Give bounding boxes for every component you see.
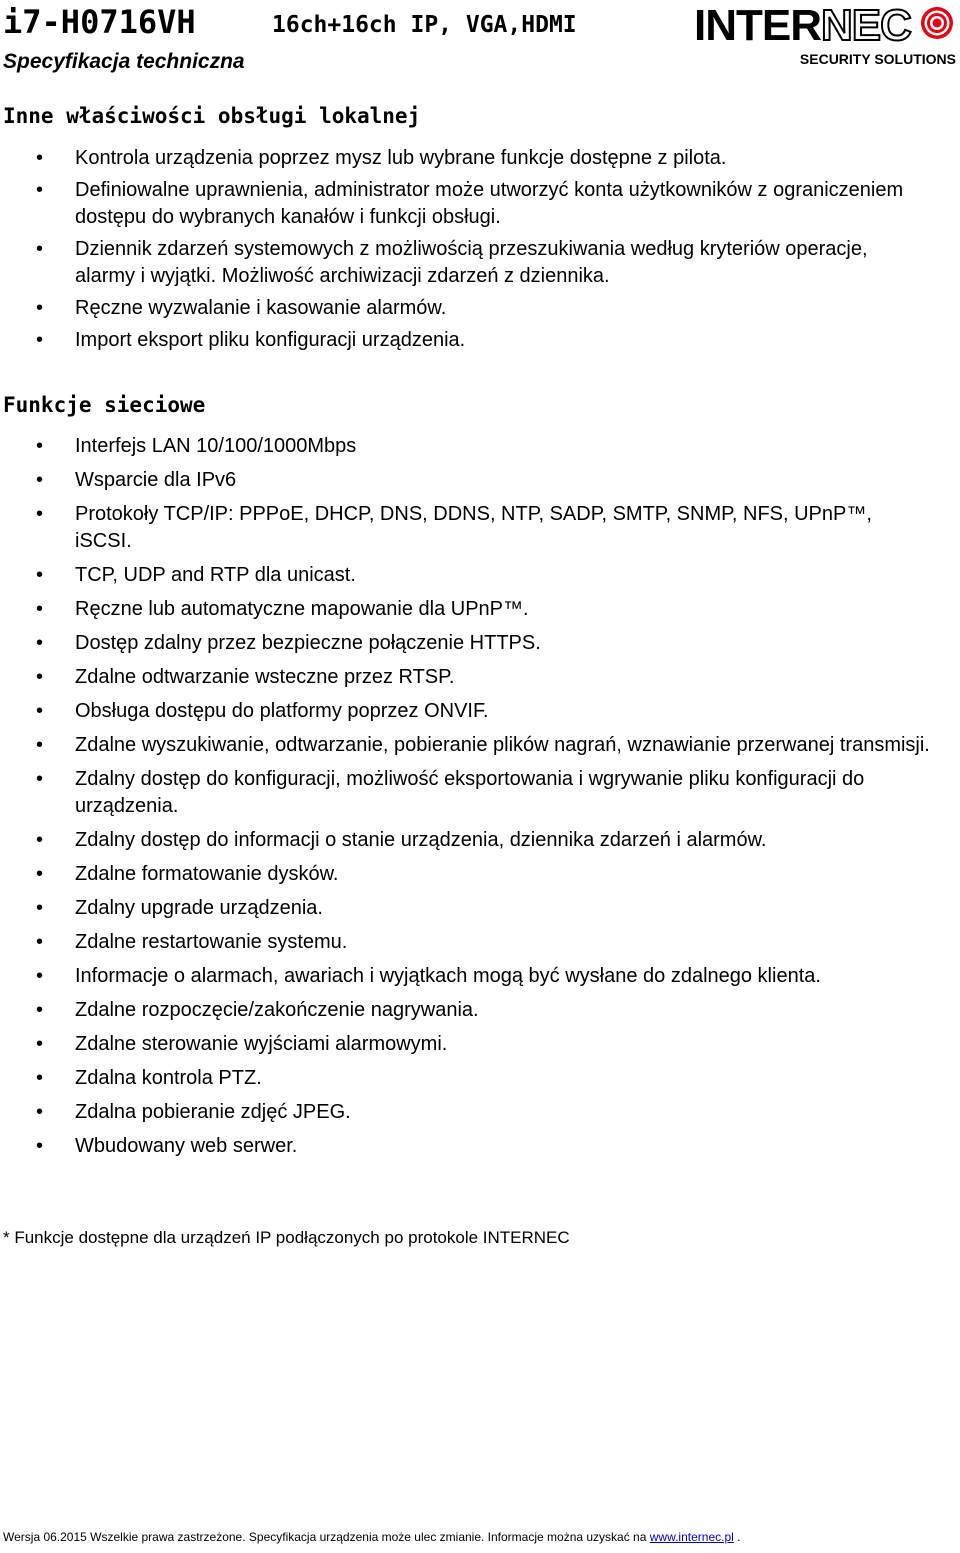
list-item: • Zdalny upgrade urządzenia. bbox=[0, 895, 930, 922]
list-item: • Zdalne formatowanie dysków. bbox=[0, 861, 930, 888]
list-item: • Zdalne restartowanie systemu. bbox=[0, 929, 930, 956]
list-item: • Wbudowany web serwer. bbox=[0, 1133, 930, 1160]
logo-wordmark bbox=[694, 2, 911, 50]
footer-text: Wersja 06.2015 Wszelkie prawa zastrzeżone. Specyfikacja urządzenia może ulec zmianie. Informacje można uzyskać na bbox=[3, 1530, 650, 1544]
page-footer bbox=[3, 1530, 740, 1544]
logo-text-inter: INTER bbox=[694, 1, 821, 50]
section-title-local: Inne właściwości obsługi lokalnej bbox=[3, 104, 421, 128]
list-item: • Protokoły TCP/IP: PPPoE, DHCP, DNS, DDNS, NTP, SADP, SMTP, SNMP, NFS, UPnP™, iSCSI. bbox=[0, 501, 930, 555]
logo-tagline: SECURITY SOLUTIONS bbox=[799, 51, 956, 67]
list-item: • Ręczne wyzwalanie i kasowanie alarmów. bbox=[0, 295, 930, 322]
section-title-network: Funkcje sieciowe bbox=[3, 393, 206, 417]
list-item: • Dostęp zdalny przez bezpieczne połączenie HTTPS. bbox=[0, 630, 930, 657]
list-item: • Ręczne lub automatyczne mapowanie dla UPnP™. bbox=[0, 596, 930, 623]
list-item: • Obsługa dostępu do platformy poprzez ONVIF. bbox=[0, 698, 930, 725]
logo-target-icon bbox=[920, 6, 954, 40]
internec-logo bbox=[694, 2, 958, 70]
list-item: • Wsparcie dla IPv6 bbox=[0, 467, 930, 494]
list-item: • Dziennik zdarzeń systemowych z możliwością przeszukiwania według kryteriów operacje, alarmy i wyjątki. Możliwość archiwizacji zdarzeń z dziennika. bbox=[0, 236, 930, 290]
document-header bbox=[0, 0, 960, 90]
footnote: * Funkcje dostępne dla urządzeń IP podłączonych po protokole INTERNEC bbox=[3, 1228, 570, 1247]
list-item: • Import eksport pliku konfiguracji urządzenia. bbox=[0, 327, 930, 354]
list-item: • Zdalne odtwarzanie wsteczne przez RTSP. bbox=[0, 664, 930, 691]
logo-text-nec: NEC bbox=[821, 1, 911, 50]
document-type: Specyfikacja techniczna bbox=[3, 50, 245, 73]
list-item: • Interfejs LAN 10/100/1000Mbps bbox=[0, 433, 930, 460]
network-features-list bbox=[0, 433, 930, 1167]
list-item: • Informacje o alarmach, awariach i wyjątkach mogą być wysłane do zdalnego klienta. bbox=[0, 963, 930, 990]
list-item: • Zdalne wyszukiwanie, odtwarzanie, pobieranie plików nagrań, wznawianie przerwanej transmisji. bbox=[0, 732, 930, 759]
list-item: • Zdalne rozpoczęcie/zakończenie nagrywania. bbox=[0, 997, 930, 1024]
channel-spec: 16ch+16ch IP, VGA,HDMI bbox=[272, 12, 577, 38]
footer-tail: . bbox=[733, 1530, 741, 1544]
local-features-list bbox=[0, 145, 930, 359]
list-item: • TCP, UDP and RTP dla unicast. bbox=[0, 562, 930, 589]
list-item: • Zdalne sterowanie wyjściami alarmowymi. bbox=[0, 1031, 930, 1058]
model-number: i7-H0716VH bbox=[3, 3, 196, 41]
list-item: • Definiowalne uprawnienia, administrator może utworzyć konta użytkowników z ograniczeniem dostępu do wybranych kanałów i funkcji obsługi. bbox=[0, 177, 930, 231]
list-item: • Zdalny dostęp do informacji o stanie urządzenia, dziennika zdarzeń i alarmów. bbox=[0, 827, 930, 854]
footer-link[interactable]: www.internec.pl bbox=[649, 1530, 734, 1544]
list-item: • Zdalna pobieranie zdjęć JPEG. bbox=[0, 1099, 930, 1126]
list-item: • Zdalna kontrola PTZ. bbox=[0, 1065, 930, 1092]
list-item: • Zdalny dostęp do konfiguracji, możliwość eksportowania i wgrywanie pliku konfiguracji do urządzenia. bbox=[0, 766, 930, 820]
list-item: • Kontrola urządzenia poprzez mysz lub wybrane funkcje dostępne z pilota. bbox=[0, 145, 930, 172]
